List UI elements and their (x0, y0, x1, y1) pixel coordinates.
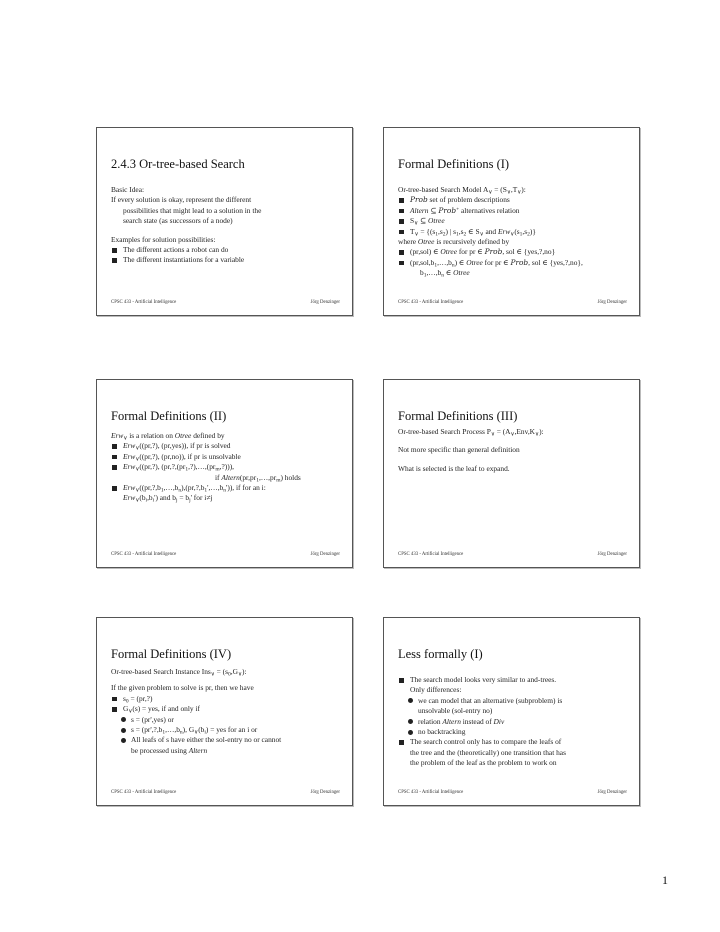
sub-bullet-item: no backtracking (398, 727, 633, 737)
text-line: Basic Idea: (111, 185, 145, 194)
slide-title: Formal Definitions (I) (398, 157, 510, 171)
bullet-item: Prob set of problem descriptions (398, 195, 633, 205)
footer-course: CPSC 433 - Artificial Intelligence (398, 790, 464, 795)
slide-5 (96, 617, 353, 806)
sub-bullet-item: we can model that an alternative (subproblem) is (398, 696, 633, 706)
bullet-item: The different actions a robot can do (111, 245, 346, 255)
text-line: Examples for solution possibilities: (111, 234, 216, 244)
slide-title: Formal Definitions (III) (398, 409, 518, 423)
slide-content (111, 185, 346, 266)
slide-content (398, 675, 633, 769)
slide-footer (111, 790, 340, 795)
footer-author: Jörg Denzinger (597, 552, 627, 557)
footer-course: CPSC 433 - Artificial Intelligence (111, 790, 177, 795)
bullet-item: $(pr,sol,b_1,\dots,b_n)$ ∈ Otree for pr ∈ Prob, sol ∈ {yes,?,no}, (398, 258, 633, 268)
bullet-item: Erw$_\vee$((pr,?), (pr,yes)), if pr is solved (111, 441, 346, 451)
page-number: 1 (662, 873, 668, 887)
slide-title: Formal Definitions (IV) (111, 647, 232, 661)
sub-bullet-item: s = (pr',yes) or (111, 715, 346, 725)
text-line: Erw$_\vee$ is a relation on Otree defined by (111, 431, 225, 442)
slide-content (111, 431, 346, 504)
text-line: Not more specific than general definition (398, 445, 520, 455)
text-line: If every solution is okay, represent the different (111, 195, 252, 205)
bullet-item: Altern ⊆ Prob+ alternatives relation (398, 206, 633, 216)
slide-footer (111, 300, 340, 305)
text-line: where Otree is recursively defined by (398, 237, 510, 247)
text-line: $Erw_\vee(b_i,b_i')$ and $b_j = b_j'$ for i≠j (123, 493, 213, 504)
bullet-item: $T_\vee = \{(s_1,s_2)$ | $s_1,s_2$ ∈ $S_\vee$ and $Erw_\vee(s_1,s_2)$} (398, 227, 633, 237)
slide-6 (383, 617, 640, 806)
text-line: Or-tree-based Search Instance $Ins_\vee = (s_0,G_\vee)$: (111, 667, 247, 678)
footer-course: CPSC 433 - Artificial Intelligence (398, 552, 464, 557)
footer-author: Jörg Denzinger (310, 300, 340, 305)
bullet-item: (pr,sol) ∈ Otree for pr ∈ Prob, sol ∈ {yes,?,no} (398, 247, 633, 257)
slide-title: Less formally (I) (398, 647, 483, 661)
text-line: unsolvable (sol-entry no) (418, 706, 493, 716)
slide-1 (96, 127, 353, 316)
slide-4 (383, 379, 640, 568)
slide-content (398, 427, 633, 474)
sub-bullet-item: All leafs of s have either the sol-entry no or cannot (111, 735, 346, 745)
sub-bullet-item: $s = (pr',?,b_1,\dots,b_n)$, $G_\vee(b_i)$ = yes for an i or (111, 725, 346, 735)
text-line: What is selected is the leaf to expand. (398, 463, 510, 473)
slide-footer (398, 790, 627, 795)
text-line: search state (as successors of a node) (123, 216, 233, 226)
bullet-item: $G_\vee(s)$ = yes, if and only if (111, 704, 346, 714)
text-line: the problem of the leaf as the problem to work on (410, 758, 557, 768)
slide-footer (398, 300, 627, 305)
footer-course: CPSC 433 - Artificial Intelligence (398, 300, 464, 305)
slide-footer (111, 552, 340, 557)
text-line: Or-tree-based Search Process $P_\vee = (A_\vee,Env,K_\vee)$: (398, 427, 544, 438)
text-line: be processed using Altern (131, 745, 208, 755)
footer-course: CPSC 433 - Artificial Intelligence (111, 552, 177, 557)
bullet-item: The search model looks very similar to and-trees. (398, 675, 633, 685)
slide-title: Formal Definitions (II) (111, 409, 227, 423)
slide-footer (398, 552, 627, 557)
bullet-item: Erw$_\vee$((pr,?), $(pr,?,(pr_1,?),\dots,(pr_m,?))$), (111, 462, 346, 472)
text-line: If the given problem to solve is pr, then we have (111, 683, 254, 693)
footer-author: Jörg Denzinger (597, 790, 627, 795)
text-line: $b_1,\dots,b_n$ ∈ Otree (420, 268, 470, 279)
slide-title: 2.4.3 Or-tree-based Search (111, 157, 245, 171)
bullet-item: The different instantiations for a variable (111, 255, 346, 265)
text-line: Only differences: (410, 685, 462, 695)
bullet-item: $Erw_\vee((pr,?,b_1,\dots,b_n),(pr,?,b_1',\dots,b_n'))$, if for an i: (111, 483, 346, 493)
slide-2 (383, 127, 640, 316)
slide-content (111, 667, 346, 756)
text-line: possibilities that might lead to a solution in the (123, 205, 262, 215)
bullet-item: $S_\vee$ ⊆ Otree (398, 216, 633, 226)
sub-bullet-item: relation Altern instead of Div (398, 717, 633, 727)
bullet-item: Erw$_\vee$((pr,?), (pr,no)), if pr is unsolvable (111, 452, 346, 462)
footer-course: CPSC 433 - Artificial Intelligence (111, 300, 177, 305)
text-line: the tree and the (theoretically) one transition that has (410, 747, 566, 757)
text-line: Or-tree-based Search Model $A_\vee = (S_\vee,T_\vee)$: (398, 185, 526, 196)
slide-content (398, 185, 633, 279)
footer-author: Jörg Denzinger (597, 300, 627, 305)
footer-author: Jörg Denzinger (310, 790, 340, 795)
text-line: if $Altern(pr,pr_1,\dots,pr_m)$ holds (215, 472, 301, 484)
footer-author: Jörg Denzinger (310, 552, 340, 557)
slide-3 (96, 379, 353, 568)
bullet-item: $s_0$ = (pr,?) (111, 694, 346, 704)
bullet-item: The search control only has to compare the leafs of (398, 737, 633, 747)
